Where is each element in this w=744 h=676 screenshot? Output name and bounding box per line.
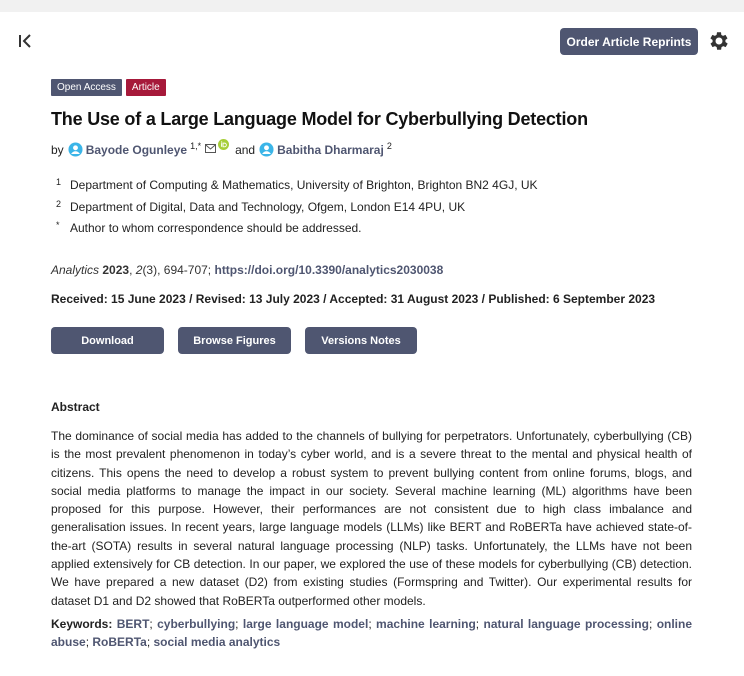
affiliation-item bbox=[56, 221, 538, 243]
author-affiliation-sup: 2 bbox=[386, 140, 392, 151]
keyword-link[interactable]: social media analytics bbox=[153, 635, 281, 650]
keyword-link[interactable]: online abuse bbox=[51, 617, 693, 650]
keyword-link[interactable]: RoBERTa bbox=[92, 635, 147, 650]
article-title: The Use of a Large Language Model for Cyberbullying Detection bbox=[51, 109, 588, 129]
citation-volume: 2 bbox=[135, 263, 143, 277]
top-bar bbox=[0, 0, 744, 12]
author-profile-icon[interactable] bbox=[259, 142, 274, 157]
article-badges bbox=[51, 79, 166, 96]
download-button[interactable]: Download bbox=[51, 327, 164, 354]
affiliation-text: Author to whom correspondence should be addressed. bbox=[70, 221, 362, 235]
open-access-badge: Open Access bbox=[51, 79, 122, 96]
order-reprints-button[interactable]: Order Article Reprints bbox=[560, 28, 698, 55]
journal-name: Analytics bbox=[51, 263, 100, 277]
collapse-sidebar-icon[interactable] bbox=[16, 31, 36, 51]
abstract-heading: Abstract bbox=[51, 400, 100, 414]
abstract-text: The dominance of social media has added to the channels of bullying for perpetrators. Unfortunately, cyberbullying (CB) is the most prevalent phenomenon in today’s cyber world, and is a severe threat to the mental and physical health of citizens. This opens the need to develop a robust system to prevent bullying content from online forums, blogs, and social media platforms to manage the impact in our society. Several machine learning (ML) algorithms have been proposed for this purpose. However, their performances are not consistent due to high class imbalance and generalisation issues. In recent years, large language models (LLMs) like BERT and RoBERTa have achieved state-of-the-art (SOTA) results in several natural language processing (NLP) tasks. Unfortunately, the LLMs have not been applied extensively for CB detection. In our paper, we explored the use of these models for cyberbullying (CB) detection. We have prepared a new dataset (D2) from existing studies (Formspring and Twitter). Our experimental results for dataset D1 and D2 showed that RoBERTa outperformed other models. bbox=[51, 429, 692, 608]
author-name-link[interactable]: Babitha Dharmaraj bbox=[277, 142, 384, 157]
keywords-section: Keywords: BERT; cyberbullying; large language model; machine learning; natural language processing; online abuse; RoBERTa; social media analytics bbox=[51, 617, 693, 650]
affiliation-list bbox=[56, 178, 538, 243]
keyword-link[interactable]: natural language processing bbox=[483, 617, 649, 631]
publication-dates: Received: 15 June 2023 / Revised: 13 July 2023 / Accepted: 31 August 2023 / Published: 6 September 2023 bbox=[51, 292, 656, 306]
author-list bbox=[51, 142, 392, 157]
browse-figures-button[interactable]: Browse Figures bbox=[178, 327, 291, 354]
author-name-link[interactable]: Bayode Ogunleye bbox=[85, 142, 188, 157]
article-actions bbox=[51, 327, 417, 354]
citation-line: Analytics 2023, 2(3), 694-707; https://doi.org/10.3390/analytics2030038 bbox=[51, 263, 444, 277]
by-label: by bbox=[51, 142, 64, 157]
affiliation-item bbox=[56, 200, 538, 222]
keyword-link[interactable]: large language model bbox=[242, 617, 369, 631]
affiliation-text: Department of Computing & Mathematics, University of Brighton, Brighton BN2 4GJ, UK bbox=[70, 178, 538, 192]
and-label: and bbox=[235, 142, 256, 157]
keyword-link[interactable]: cyberbullying bbox=[157, 617, 236, 631]
gear-icon[interactable] bbox=[707, 29, 731, 53]
article-type-badge: Article bbox=[126, 79, 166, 96]
affiliation-number: 2 bbox=[56, 198, 62, 209]
citation-issue-pages: (3), 694-707; bbox=[142, 263, 215, 277]
author-affiliation-sup: 1,* bbox=[190, 140, 202, 151]
affiliation-number: * bbox=[56, 220, 60, 230]
doi-link[interactable]: https://doi.org/10.3390/analytics2030038 bbox=[214, 263, 444, 277]
keyword-link[interactable]: machine learning bbox=[376, 617, 476, 631]
versions-notes-button[interactable]: Versions Notes bbox=[305, 327, 417, 354]
email-icon[interactable] bbox=[205, 142, 216, 151]
keywords-label: Keywords: bbox=[51, 617, 113, 631]
author-profile-icon[interactable] bbox=[68, 142, 83, 157]
keyword-link[interactable]: BERT bbox=[116, 617, 150, 631]
affiliation-number: 1 bbox=[56, 177, 62, 187]
citation-year: 2023 bbox=[102, 263, 130, 277]
affiliation-item bbox=[56, 178, 538, 200]
orcid-icon[interactable] bbox=[218, 139, 229, 150]
affiliation-text: Department of Digital, Data and Technology, Ofgem, London E14 4PU, UK bbox=[70, 199, 466, 214]
